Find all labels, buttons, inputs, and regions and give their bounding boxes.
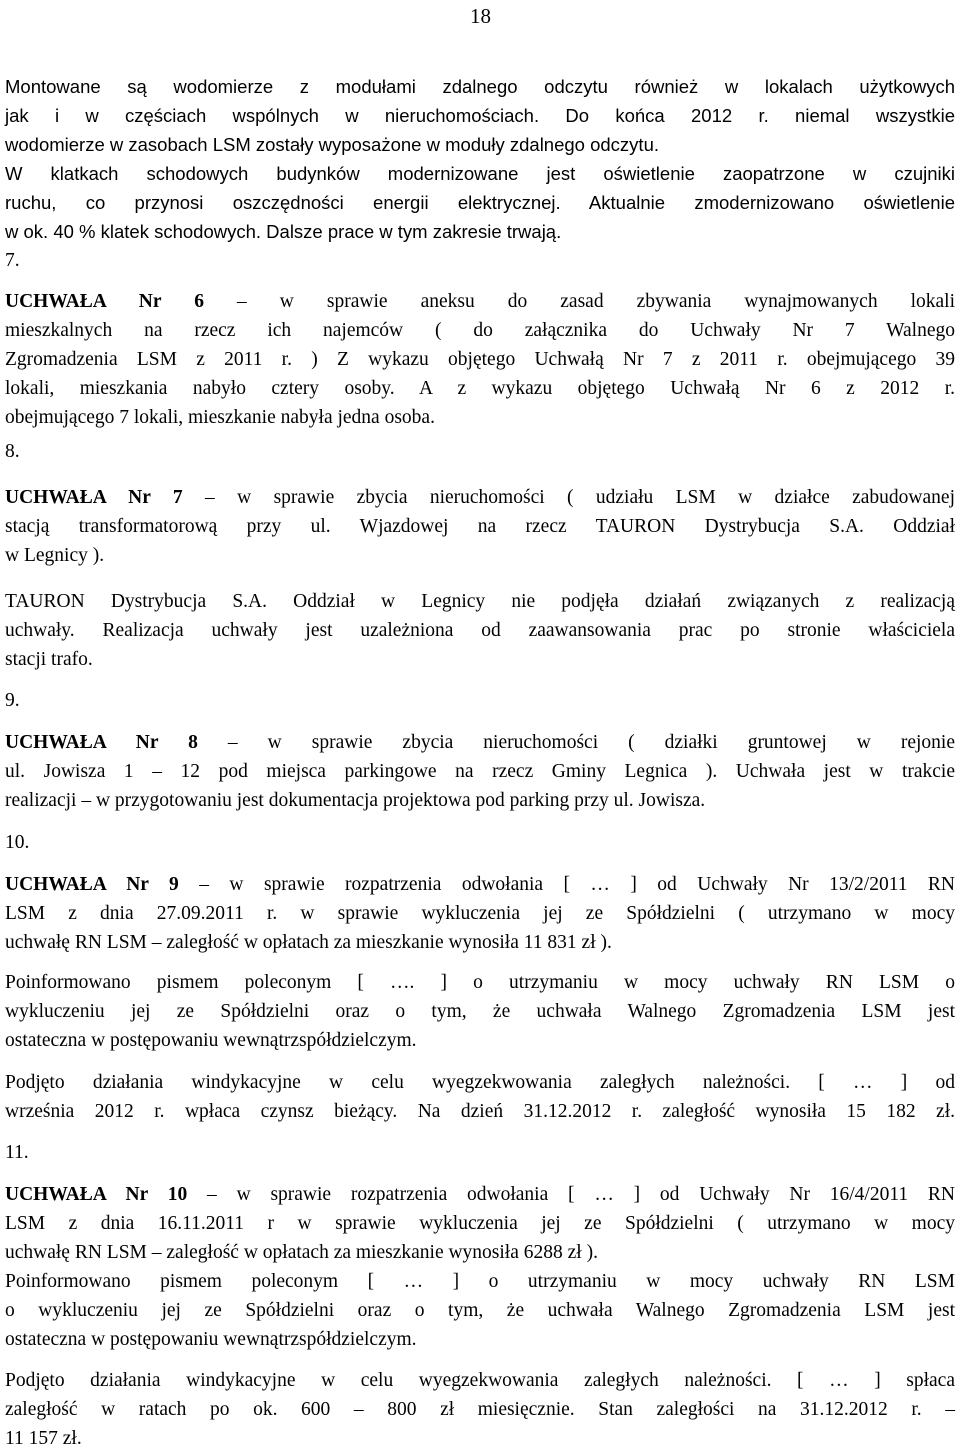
text-line: UCHWAŁA Nr 9 – w sprawie rozpatrzenia odwołania [ … ] od Uchwały Nr 13/2/2011 RN xyxy=(5,874,955,895)
text-line: UCHWAŁA Nr 7 – w sprawie zbycia nieruchomości ( udziału LSM w działce zabudowanej xyxy=(5,487,955,508)
text-line: LSM z dnia 27.09.2011 r. w sprawie wykluczenia jej ze Spółdzielni ( utrzymano w mocy xyxy=(5,903,955,924)
text-line: realizacji – w przygotowaniu jest dokumentacja projektowa pod parking przy ul. Jowisza. xyxy=(5,790,706,811)
resolution-title: UCHWAŁA Nr 6 xyxy=(5,291,204,312)
text-line: o wykluczeniu jej ze Spółdzielni oraz o tym, że uchwała Walnego Zgromadzenia LSM jest xyxy=(5,1300,955,1321)
text-line: lokali, mieszkania nabyło cztery osoby. A z wykazu objętego Uchwałą Nr 6 z 2012 r. xyxy=(5,378,955,399)
resolution-title: UCHWAŁA Nr 7 xyxy=(5,487,183,508)
text-line: Podjęto działania windykacyjne w celu wyegzekwowania zaległych należności. [ … ] od xyxy=(5,1072,955,1093)
text-line: ul. Jowisza 1 – 12 pod miejsca parkingowe na rzecz Gminy Legnica ). Uchwała jest w trakcie xyxy=(5,761,955,782)
text-line: ostateczna w postępowaniu wewnątrzspółdzielczym. xyxy=(5,1030,417,1051)
text-line: mieszkalnych na rzecz ich najemców ( do załącznika do Uchwały Nr 7 Walnego xyxy=(5,320,955,341)
text-line: stacji trafo. xyxy=(5,649,93,670)
text-line: ruchu, co przynosi oszczędności energii elektrycznej. Aktualnie zmodernizowano oświetlenie xyxy=(5,192,955,213)
intro-paragraph xyxy=(5,72,955,246)
text-line: 11 157 zł. xyxy=(5,1428,82,1449)
section-10-notice xyxy=(5,968,955,1055)
text-line: stacją transformatorową przy ul. Wjazdowej na rzecz TAURON Dystrybucja S.A. Oddział xyxy=(5,516,955,537)
text-line: ostateczna w postępowaniu wewnątrzspółdzielczym. xyxy=(5,1329,417,1350)
text-line: zaległość w ratach po ok. 600 – 800 zł miesięcznie. Stan zaległości na 31.12.2012 r. – xyxy=(5,1399,955,1420)
text-line: Montowane są wodomierze z modułami zdalnego odczytu również w lokalach użytkowych xyxy=(5,76,955,97)
text-line: W klatkach schodowych budynków modernizowane jest oświetlenie zaopatrzone w czujniki xyxy=(5,163,955,184)
text-line: wodomierze w zasobach LSM zostały wyposażone w moduły zdalnego odczytu. xyxy=(5,134,659,155)
section-11-number: 11. xyxy=(5,1142,29,1163)
text-line: obejmującego 7 lokali, mieszkanie nabyła jedna osoba. xyxy=(5,407,435,428)
section-8-paragraph xyxy=(5,483,955,570)
text-line: Poinformowano pismem poleconym [ …. ] o utrzymaniu w mocy uchwały RN LSM o xyxy=(5,972,955,993)
text-line: Zgromadzenia LSM z 2011 r. ) Z wykazu objętego Uchwałą Nr 7 z 2011 r. obejmującego 39 xyxy=(5,349,955,370)
section-8-number: 8. xyxy=(5,441,20,462)
section-7-number: 7. xyxy=(5,250,20,271)
resolution-title: UCHWAŁA Nr 8 xyxy=(5,732,198,753)
text-line: uchwałę RN LSM – zaległość w opłatach za mieszkanie wynosiła 11 831 zł ). xyxy=(5,932,612,953)
text-line: wykluczeniu jej ze Spółdzielni oraz o tym, że uchwała Walnego Zgromadzenia LSM jest xyxy=(5,1001,955,1022)
section-9-paragraph xyxy=(5,728,955,815)
text-line: w ok. 40 % klatek schodowych. Dalsze prace w tym zakresie trwają. xyxy=(5,221,562,242)
text-line: uchwałę RN LSM – zaległość w opłatach za mieszkanie wynosiła 6288 zł ). xyxy=(5,1242,598,1263)
text-line: września 2012 r. wpłaca czynsz bieżący. Na dzień 31.12.2012 r. zaległość wynosiła 15 182 zł. xyxy=(5,1101,955,1122)
text-line: Podjęto działania windykacyjne w celu wyegzekwowania zaległych należności. [ … ] spłaca xyxy=(5,1370,955,1391)
section-10-collection xyxy=(5,1068,955,1126)
text-line: LSM z dnia 16.11.2011 r w sprawie wykluczenia jej ze Spółdzielni ( utrzymano w mocy xyxy=(5,1213,955,1234)
text-line: jak i w częściach wspólnych w nieruchomościach. Do końca 2012 r. niemal wszystkie xyxy=(5,105,955,126)
text-line: UCHWAŁA Nr 10 – w sprawie rozpatrzenia odwołania [ … ] od Uchwały Nr 16/4/2011 RN xyxy=(5,1184,955,1205)
section-11-paragraph xyxy=(5,1180,955,1354)
text-line: TAURON Dystrybucja S.A. Oddział w Legnicy nie podjęła działań związanych z realizacją xyxy=(5,591,955,612)
text-line: w Legnicy ). xyxy=(5,545,105,566)
section-10-paragraph xyxy=(5,870,955,957)
text-line: UCHWAŁA Nr 8 – w sprawie zbycia nieruchomości ( działki gruntowej w rejonie xyxy=(5,732,955,753)
text-line: Poinformowano pismem poleconym [ … ] o utrzymaniu w mocy uchwały RN LSM xyxy=(5,1271,955,1292)
text-line: uchwały. Realizacja uchwały jest uzależniona od zaawansowania prac po stronie właściciela xyxy=(5,620,955,641)
section-11-collection xyxy=(5,1366,955,1453)
resolution-title: UCHWAŁA Nr 10 xyxy=(5,1184,188,1205)
resolution-title: UCHWAŁA Nr 9 xyxy=(5,874,179,895)
section-10-number: 10. xyxy=(5,832,30,853)
page-number: 18 xyxy=(470,4,491,28)
text-line: UCHWAŁA Nr 6 – w sprawie aneksu do zasad zbywania wynajmowanych lokali xyxy=(5,291,956,312)
section-8-status xyxy=(5,587,955,674)
section-9-number: 9. xyxy=(5,690,20,711)
section-7-paragraph xyxy=(5,287,955,432)
